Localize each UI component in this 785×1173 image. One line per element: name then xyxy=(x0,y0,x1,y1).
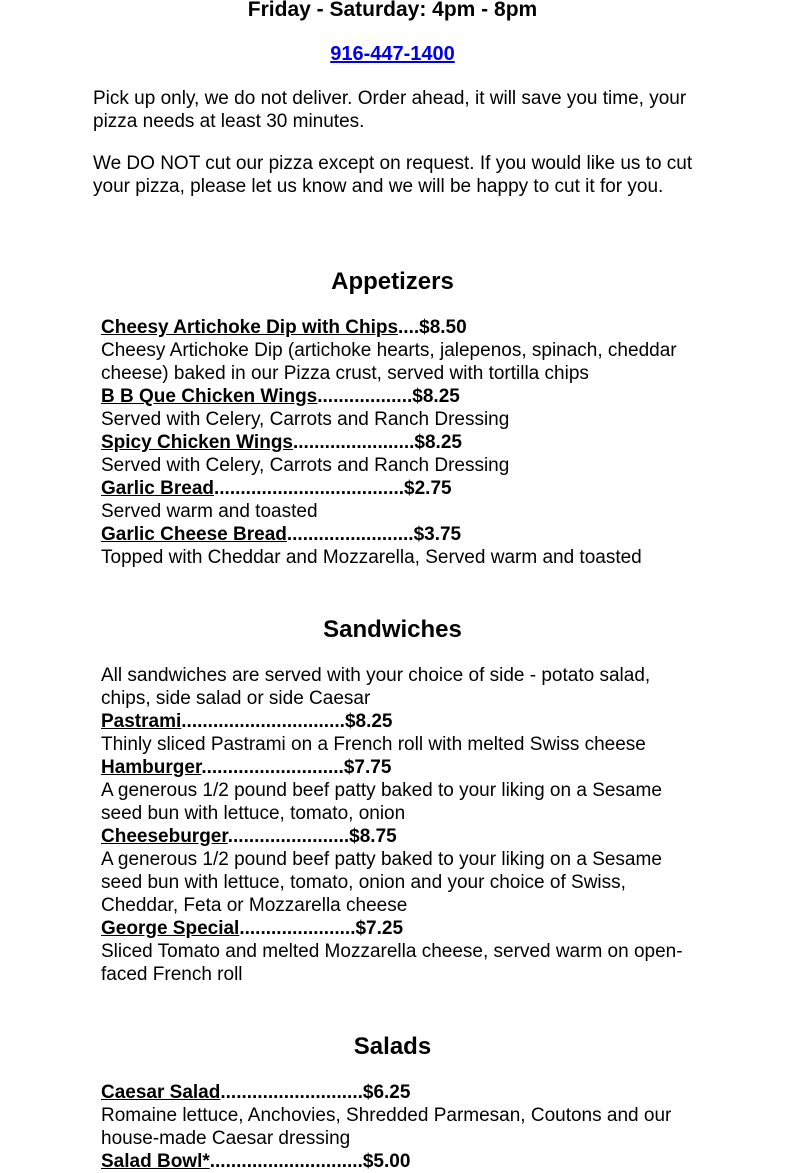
menu-item-name[interactable]: Caesar Salad xyxy=(101,1082,221,1103)
menu-item-name[interactable]: Cheesy Artichoke Dip with Chips xyxy=(101,317,399,338)
cutting-notice: We DO NOT cut our pizza except on request. If you would like us to cut your pizza, please let us know and we will be happy to cut it for you. xyxy=(93,153,693,197)
menu-item xyxy=(101,917,701,986)
leader-dots: ........................ xyxy=(286,524,414,545)
menu-item-name[interactable]: Salad Bowl* xyxy=(101,1151,210,1172)
leader-dots: ............................... xyxy=(181,711,345,732)
menu-item xyxy=(101,523,701,569)
menu-item xyxy=(101,756,701,825)
leader-dots: ........................... xyxy=(220,1082,363,1103)
menu-item xyxy=(101,431,701,477)
menu-item xyxy=(101,385,701,431)
menu-item-price: $8.25 xyxy=(344,711,393,732)
sandwich-side-note: All sandwiches are served with your choice of side - potato salad, chips, side salad or side Caesar xyxy=(101,665,651,709)
menu-item xyxy=(101,710,701,756)
menu-item-description: Served with Celery, Carrots and Ranch Dressing xyxy=(101,455,510,476)
menu-item-price: $8.25 xyxy=(414,432,462,453)
menu-item-price: $2.75 xyxy=(404,478,452,499)
menu-item-name[interactable]: Spicy Chicken Wings xyxy=(101,432,293,453)
leader-dots: ............................. xyxy=(209,1151,363,1172)
menu-item-description: A generous 1/2 pound beef patty baked to your liking on a Sesame seed bun with lettuce, tomato, onion xyxy=(101,780,662,824)
menu-item-description: Thinly sliced Pastrami on a French roll with melted Swiss cheese xyxy=(101,734,646,755)
leader-dots: .... xyxy=(398,317,420,338)
menu-item xyxy=(101,1150,701,1173)
menu-item-description: Served with Celery, Carrots and Ranch Dressing xyxy=(101,409,510,430)
menu-item-description: Topped with Cheddar and Mozzarella, Served warm and toasted xyxy=(101,547,642,568)
leader-dots: .................................... xyxy=(214,478,405,499)
appetizers-list xyxy=(101,316,701,569)
menu-item-name[interactable]: Cheeseburger xyxy=(101,826,228,847)
menu-item-name[interactable]: Hamburger xyxy=(101,757,202,778)
leader-dots: ....................... xyxy=(227,826,350,847)
menu-item-price: $8.75 xyxy=(349,826,397,847)
appetizers-heading: Appetizers xyxy=(331,268,454,295)
menu-item-name[interactable]: B B Que Chicken Wings xyxy=(101,386,318,407)
leader-dots: ...................... xyxy=(239,918,356,939)
menu-item-name[interactable]: Garlic Cheese Bread xyxy=(101,524,287,545)
menu-item-description: Cheesy Artichoke Dip (artichoke hearts, jalepenos, spinach, cheddar cheese) baked in our Pizza crust, served with tortilla chips xyxy=(101,340,677,384)
menu-item-description: A generous 1/2 pound beef patty baked to your liking on a Sesame seed bun with lettuce, tomato, onion and your choice of Swiss, Cheddar, Feta or Mozzarella cheese xyxy=(101,849,662,916)
leader-dots: ........................... xyxy=(201,757,344,778)
menu-item-name[interactable]: Garlic Bread xyxy=(101,478,214,499)
salads-heading: Salads xyxy=(353,1033,432,1060)
hours-text: Friday - Saturday: 4pm - 8pm xyxy=(247,0,538,21)
menu-item-name[interactable]: George Special xyxy=(101,918,240,939)
menu-item-description: Romaine lettuce, Anchovies, Shredded Parmesan, Coutons and our house-made Caesar dressing xyxy=(101,1105,672,1149)
menu-item-price: $3.75 xyxy=(413,524,462,545)
phone-line xyxy=(0,42,785,66)
menu-item-name[interactable]: Pastrami xyxy=(101,711,182,732)
menu-item-price: $6.25 xyxy=(362,1082,411,1103)
sandwiches-heading: Sandwiches xyxy=(323,616,462,643)
menu-item xyxy=(101,825,701,917)
menu-item xyxy=(101,477,701,523)
pickup-notice: Pick up only, we do not deliver. Order ahead, it will save you time, your pizza needs at least 30 minutes. xyxy=(93,88,687,132)
menu-item-price: $7.75 xyxy=(343,757,392,778)
menu-item-price: $8.50 xyxy=(419,317,467,338)
menu-item-description: Sliced Tomato and melted Mozzarella cheese, served warm on open-faced French roll xyxy=(101,941,683,985)
leader-dots: .................. xyxy=(317,386,413,407)
salads-list xyxy=(101,1081,701,1173)
menu-item-price: $7.25 xyxy=(355,918,404,939)
menu-item xyxy=(101,316,701,385)
phone-link[interactable]: 916-447-1400 xyxy=(330,43,455,65)
menu-item-description: Served warm and toasted xyxy=(101,501,318,522)
sandwiches-list xyxy=(101,664,701,986)
menu-item-price: $8.25 xyxy=(412,386,460,407)
leader-dots: ....................... xyxy=(293,432,415,453)
menu-item-price: $5.00 xyxy=(362,1151,411,1172)
menu-item xyxy=(101,1081,701,1150)
